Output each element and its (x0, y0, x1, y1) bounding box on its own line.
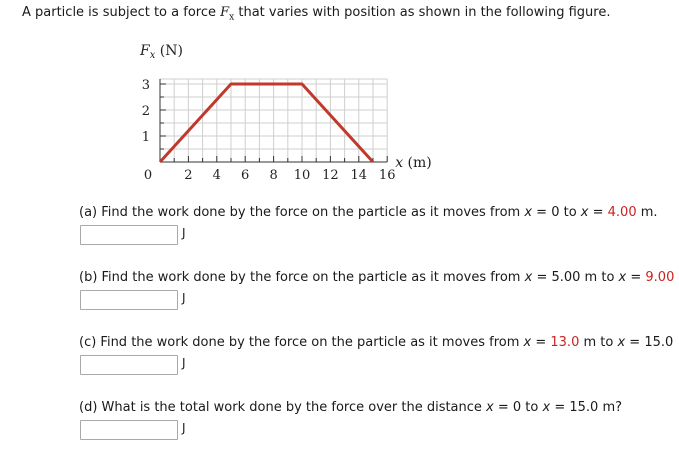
question-a: (a) Find the work done by the force on the particle as it moves from x = 0 to x = 4.00 m. (79, 205, 658, 220)
x-tick-label: 2 (184, 168, 193, 183)
x-tick-label: 12 (322, 168, 339, 183)
intro-text-before: A particle is subject to a force (22, 5, 221, 20)
answer-c-unit: J (182, 356, 186, 370)
y-axis-label: $F_x$ (N) (140, 43, 183, 61)
x-tick-label: 14 (350, 168, 368, 183)
question-c-value: 13.0 (550, 335, 580, 350)
question-d: (d) What is the total work done by the force over the distance x = 0 to x = 15.0 m? (79, 400, 623, 415)
origin-label: 0 (143, 168, 153, 183)
question-c: (c) Find the work done by the force on the particle as it moves from x = 13.0 m to x = 15.0 (79, 335, 674, 350)
question-a-value: 4.00 (607, 205, 637, 220)
y-tick-label: 2 (141, 104, 150, 119)
x-tick-label: 8 (269, 168, 278, 183)
force-variable: $F_x$ (220, 5, 235, 23)
answer-b-unit: J (182, 291, 186, 305)
problem-statement (22, 5, 610, 23)
answer-a-input[interactable] (80, 225, 178, 245)
answer-a-unit: J (182, 226, 186, 240)
force-chart (125, 42, 432, 192)
answer-d (80, 419, 186, 439)
intro-text-after: that varies with position as shown in the following figure. (234, 5, 611, 20)
x-tick-label: 10 (293, 168, 311, 183)
y-tick-label: 3 (141, 78, 150, 93)
y-tick-label: 1 (141, 130, 150, 145)
chart-grid (160, 79, 387, 162)
force-position-figure (125, 42, 432, 192)
answer-a (80, 224, 186, 244)
answer-d-unit: J (182, 421, 186, 435)
x-tick-label: 16 (378, 168, 396, 183)
x-tick-label: 4 (212, 168, 221, 183)
x-axis-label: x (m) (395, 155, 432, 171)
answer-d-input[interactable] (80, 420, 178, 440)
answer-c-input[interactable] (80, 355, 178, 375)
question-b-value: 9.00 (645, 270, 675, 285)
answer-c (80, 354, 186, 374)
question-b: (b) Find the work done by the force on the particle as it moves from x = 5.00 m to x = 9.00 (79, 270, 675, 285)
answer-b-input[interactable] (80, 290, 178, 310)
answer-b (80, 289, 186, 309)
x-tick-label: 6 (241, 168, 250, 183)
